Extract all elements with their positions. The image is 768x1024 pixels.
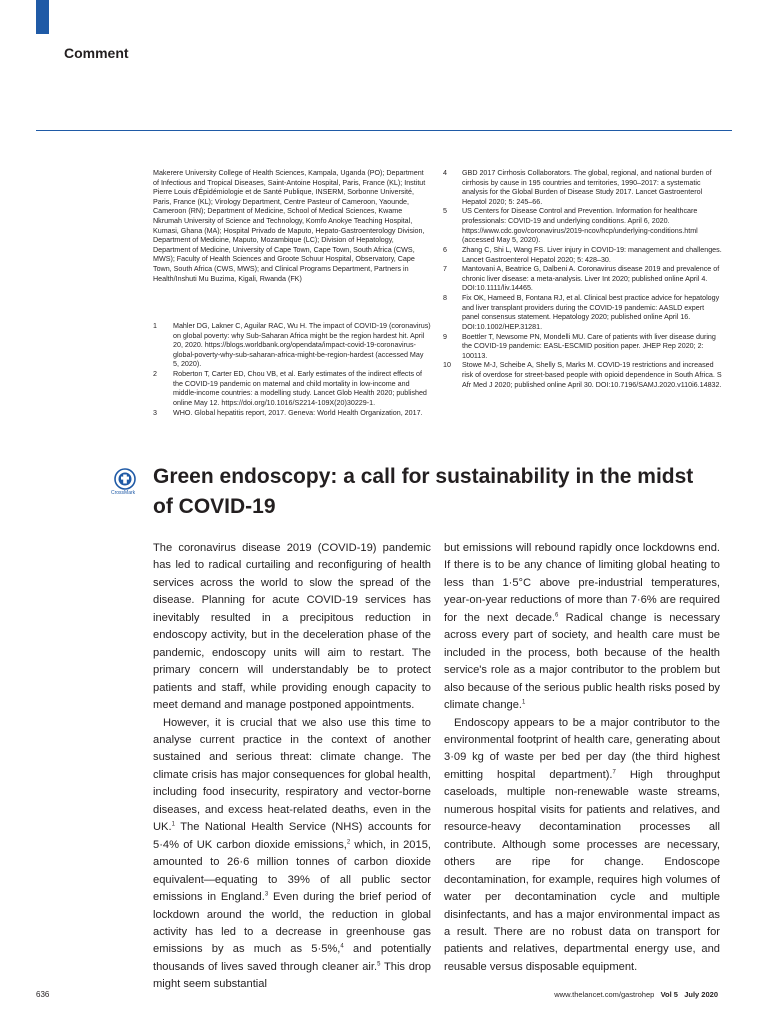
reference-number: 8	[443, 294, 447, 303]
reference-item	[153, 322, 431, 370]
reference-text: WHO. Global hepatitis report, 2017. Geneva: World Health Organization, 2017.	[173, 408, 423, 417]
reference-text: Roberton T, Carter ED, Chou VB, et al. Early estimates of the indirect effects of the COVID-19 pandemic on maternal and child mortality in low-income and middle-income countries: a modelling study. Lancet Glob Health 2020; published online May 12. https://doi.org/10.1016/S2214-109X(20)30229-1.	[173, 370, 427, 407]
reference-text: US Centers for Disease Control and Prevention. Information for healthcare professionals: COVID-19 and underlying conditions. April 6, 2020. https://www.cdc.gov/coronavirus/2019-ncov/hcp/underlying-conditions.html (accessed May 5, 2020).	[462, 207, 698, 245]
reference-text: GBD 2017 Cirrhosis Collaborators. The global, regional, and national burden of cirrhosis by cause in 195 countries and territories, 1990–2017: a systematic analysis for the Global Burden of Disease Study 2017. Lancet Gastroenterol Hepatol 2020; 5: 245–66.	[462, 169, 712, 206]
issue-date: July 2020	[684, 990, 718, 999]
crossmark-label: CrossMark	[111, 490, 136, 496]
reference-item	[443, 361, 723, 390]
reference-number: 9	[443, 332, 447, 341]
reference-item	[443, 333, 723, 362]
author-affiliations	[153, 169, 431, 284]
journal-accent-tab	[36, 0, 49, 34]
reference-list-left	[153, 322, 431, 418]
reference-item	[153, 409, 431, 419]
header-rule	[36, 130, 732, 131]
reference-item	[443, 169, 723, 207]
reference-text: Fix OK, Hameed B, Fontana RJ, et al. Clinical best practice advice for hepatology and liver transplant providers during the COVID-19 pandemic: AASLD expert panel consensus statement. Hepatology 2020; published online April 16. DOI:10.1002/HEP.31281.	[462, 294, 720, 331]
reference-number: 7	[443, 265, 447, 274]
page-number: 636	[36, 990, 50, 999]
reference-number: 5	[443, 207, 447, 216]
article-title: Green endoscopy: a call for sustainability in the midst of COVID-19	[153, 465, 694, 518]
reference-number: 1	[153, 322, 157, 330]
reference-text: Mahler DG, Lakner C, Aguilar RAC, Wu H. The impact of COVID-19 (coronavirus) on global poverty: why Sub-Saharan Africa might be the region hardest hit. April 20, 2020. https://blogs.worldbank.org/opendata/impact-covid-19-coronavirus-global-poverty-why-sub-saharan-africa-might-be-region-hardest (accessed May 5, 2020).	[173, 322, 431, 369]
body-paragraph: The coronavirus disease 2019 (COVID-19) pandemic has led to radical curtailing and reconfiguring of health services across the world to slow the spread of the disease. Planning for acute COVID-19 services has inevitably resulted in a precipitous reduction in endoscopy activity, but in the deceleration phase of the pandemic, endoscopy units will aim to restart. The primary concern will understandably be to protect patients and staff, while providing enough capacity to meet demand and manage postponed appointments.	[153, 542, 431, 712]
reference-item	[153, 370, 431, 408]
volume-label: Vol 5	[660, 990, 678, 999]
body-paragraph: However, it is crucial that we also use this time to analyse current practice in the context of another sustained and serious threat: climate change. The climate crisis has major consequences for global health, including food insecurity, respiratory and vector-borne diseases, and excess heat-related deaths, even in the UK.$^1$ The National Health Service (NHS) accounts for 5·4% of UK carbon dioxide emissions,$^2$ which, in 2015, amounted to 26·6 million tonnes of carbon dioxide equivalent—equating to 39% of all public sector emissions in England.$^3$ Even during the brief period of lockdown around the world, the reduction in global activity has led to a decrease in greenhouse gas emissions by as much as 5·5%,$^4$ and potentially thousands of lives saved through cleaner air.$^5$ This drop might seem substantial	[153, 716, 431, 991]
reference-number: 10	[443, 361, 451, 370]
section-label: Comment	[64, 45, 129, 61]
reference-item	[443, 246, 723, 265]
body-paragraph: but emissions will rebound rapidly once lockdowns end. If there is to be any chance of limiting global heating to less than 1·5°C above pre-industrial temperatures, year-on-year reductions of more than 7·6% are required for the next decade.$^6$ Radical change is necessary across every part of society, and health care must be included in the process, both because of the health service's role as a major contributor to the problem but also because of the serious public health risks posed by climate change.$^1$	[444, 542, 721, 712]
footer-journal-info	[554, 990, 718, 999]
reference-number: 2	[153, 370, 157, 379]
journal-url[interactable]: www.thelancet.com/gastrohep	[554, 990, 655, 999]
reference-item	[443, 294, 723, 332]
body-column-left	[153, 540, 431, 994]
reference-text: Boettler T, Newsome PN, Mondelli MU. Care of patients with liver disease during the COVID-19 pandemic: EASL-ESCMID position paper. JHEP Rep 2020; 2: 100113.	[462, 332, 716, 360]
reference-number: 3	[153, 408, 157, 417]
body-column-right	[444, 540, 720, 976]
reference-text: Zhang C, Shi L, Wang FS. Liver injury in COVID-19: management and challenges. Lancet Gastroenterol Hepatol 2020; 5: 428–30.	[462, 245, 722, 264]
reference-list-right	[443, 169, 723, 390]
affiliations-text: Makerere University College of Health Sciences, Kampala, Uganda (PO); Department of Infectious and Tropical Diseases, Saint-Antoine Hospital, Paris, France (KL); Institut Pierre Louis d'Épidémiologie et de Santé Publique, INSERM, Sorbonne Université, Paris, France (KL); Virology Department, Centre Pasteur of Cameroon, Yaounde, Cameroon (RN); Department of Medicine, School of Medical Sciences, Kwame Nkrumah University of Science and Technology, Komfo Anokye Teaching Hospital, Kumasi, Ghana (MA); Hospital Privado de Maputo, Hepato-Gastroenterology Division, Department of Medicine, Maputo, Mozambique (LC); Division of Hepatology, Department of Medicine, University of Cape Town, Cape Town, South Africa (CWS, MWS); Faculty of Health Sciences and Groote Schuur Hospital, Observatory, Cape Town, South Africa (CWS, MWS); and Clinical Programs Department, Partners in Health/Inshuti Mu Buzima, Kigali, Rwanda (FK)	[153, 169, 426, 283]
reference-number: 4	[443, 169, 447, 177]
reference-item	[443, 265, 723, 294]
reference-text: Stowe M-J, Scheibe A, Shelly S, Marks M. COVID-19 restrictions and increased risk of overdose for street-based people with opioid dependence in South Africa. S Afr Med J 2020; published online April 30. DOI:10.7196/SAMJ.2020.v110i6.14832.	[462, 361, 722, 389]
reference-item	[443, 207, 723, 245]
reference-number: 6	[443, 245, 447, 254]
reference-text: Mantovani A, Beatrice G, Dalbeni A. Coronavirus disease 2019 and prevalence of chronic liver disease: a meta-analysis. Liver Int 2020; published online April 4. DOI:10.1111/liv.14465.	[462, 265, 720, 293]
body-paragraph: Endoscopy appears to be a major contributor to the environmental footprint of health care, generating about 3·09 kg of waste per bed per day (the third highest emitting hospital department).$^7$ High throughput caseloads, multiple non-renewable waste streams, numerous hospital visits for patients and relatives, and resource-heavy decontamination processes all contribute. Although some processes are necessary, others are ripe for change. Endoscope decontamination, for example, requires high volumes of water per decontamination cycle and multiple disinfectants, and has a major environmental impact as a result. There are no robust data on transport for patients and relatives, departmental energy use, and reusable versus disposable equipment.	[444, 716, 721, 973]
crossmark-icon[interactable]	[114, 468, 136, 490]
